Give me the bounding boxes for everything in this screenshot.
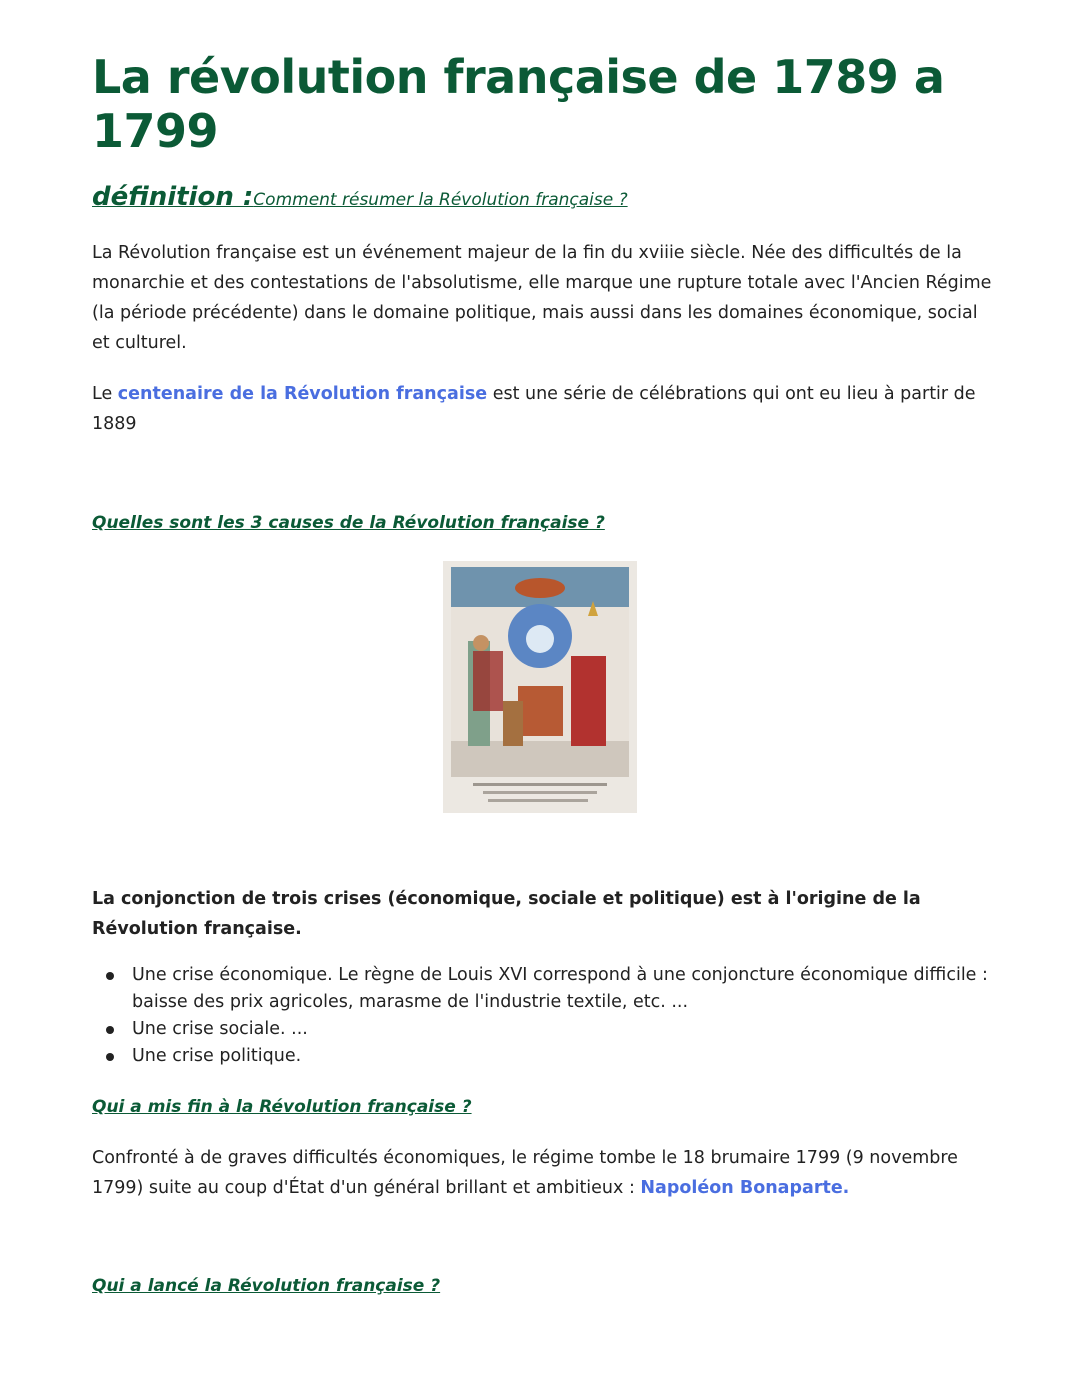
definition-heading [92,182,628,212]
launch-heading: Qui a lancé la Révolution française ? [92,1276,441,1296]
list-item: Une crise économique. Le règne de Louis XVI correspond à une conjoncture économique difficile : baisse des prix agricoles, marasme de l'industrie textile, etc. ... [132,962,1032,1016]
page-title: La révolution française de 1789 a 1799 [92,50,945,158]
end-paragraph [92,1143,992,1203]
revolution-caricature-image [443,561,637,813]
centenary-link[interactable]: centenaire de la Révolution française [117,384,488,404]
definition-label: définition : [92,182,254,212]
list-item: Une crise politique. [132,1043,1032,1070]
causes-summary: La conjonction de trois crises (économique, sociale et politique) est à l'origine de la Révolution française. [92,889,921,939]
text: est une série de célébrations qui ont eu lieu à partir de 1889 [92,384,976,434]
text: Le [92,384,118,404]
causes-list [92,962,1032,1070]
list-item: Une crise sociale. ... [132,1016,1032,1043]
end-heading: Qui a mis fin à la Révolution française ? [92,1097,472,1117]
napoleon-link[interactable]: Napoléon Bonaparte. [640,1178,850,1198]
definition-question: Comment résumer la Révolution française ? [253,190,628,210]
causes-heading: Quelles sont les 3 causes de la Révolution française ? [92,513,605,533]
centenary-paragraph [92,379,992,439]
definition-paragraph: La Révolution française est un événement majeur de la fin du xviiie siècle. Née des difficultés de la monarchie et des contestations de l'absolutisme, elle marque une rupture totale avec l'Ancien Régime (la période précédente) dans le domaine politique, mais aussi dans les domaines économique, social et culturel. [92,243,992,353]
text: Confronté à de graves difficultés économiques, le régime tombe le 18 brumaire 1799 (9 novembre 1799) suite au coup d'État d'un général brillant et ambitieux : [92,1148,958,1198]
